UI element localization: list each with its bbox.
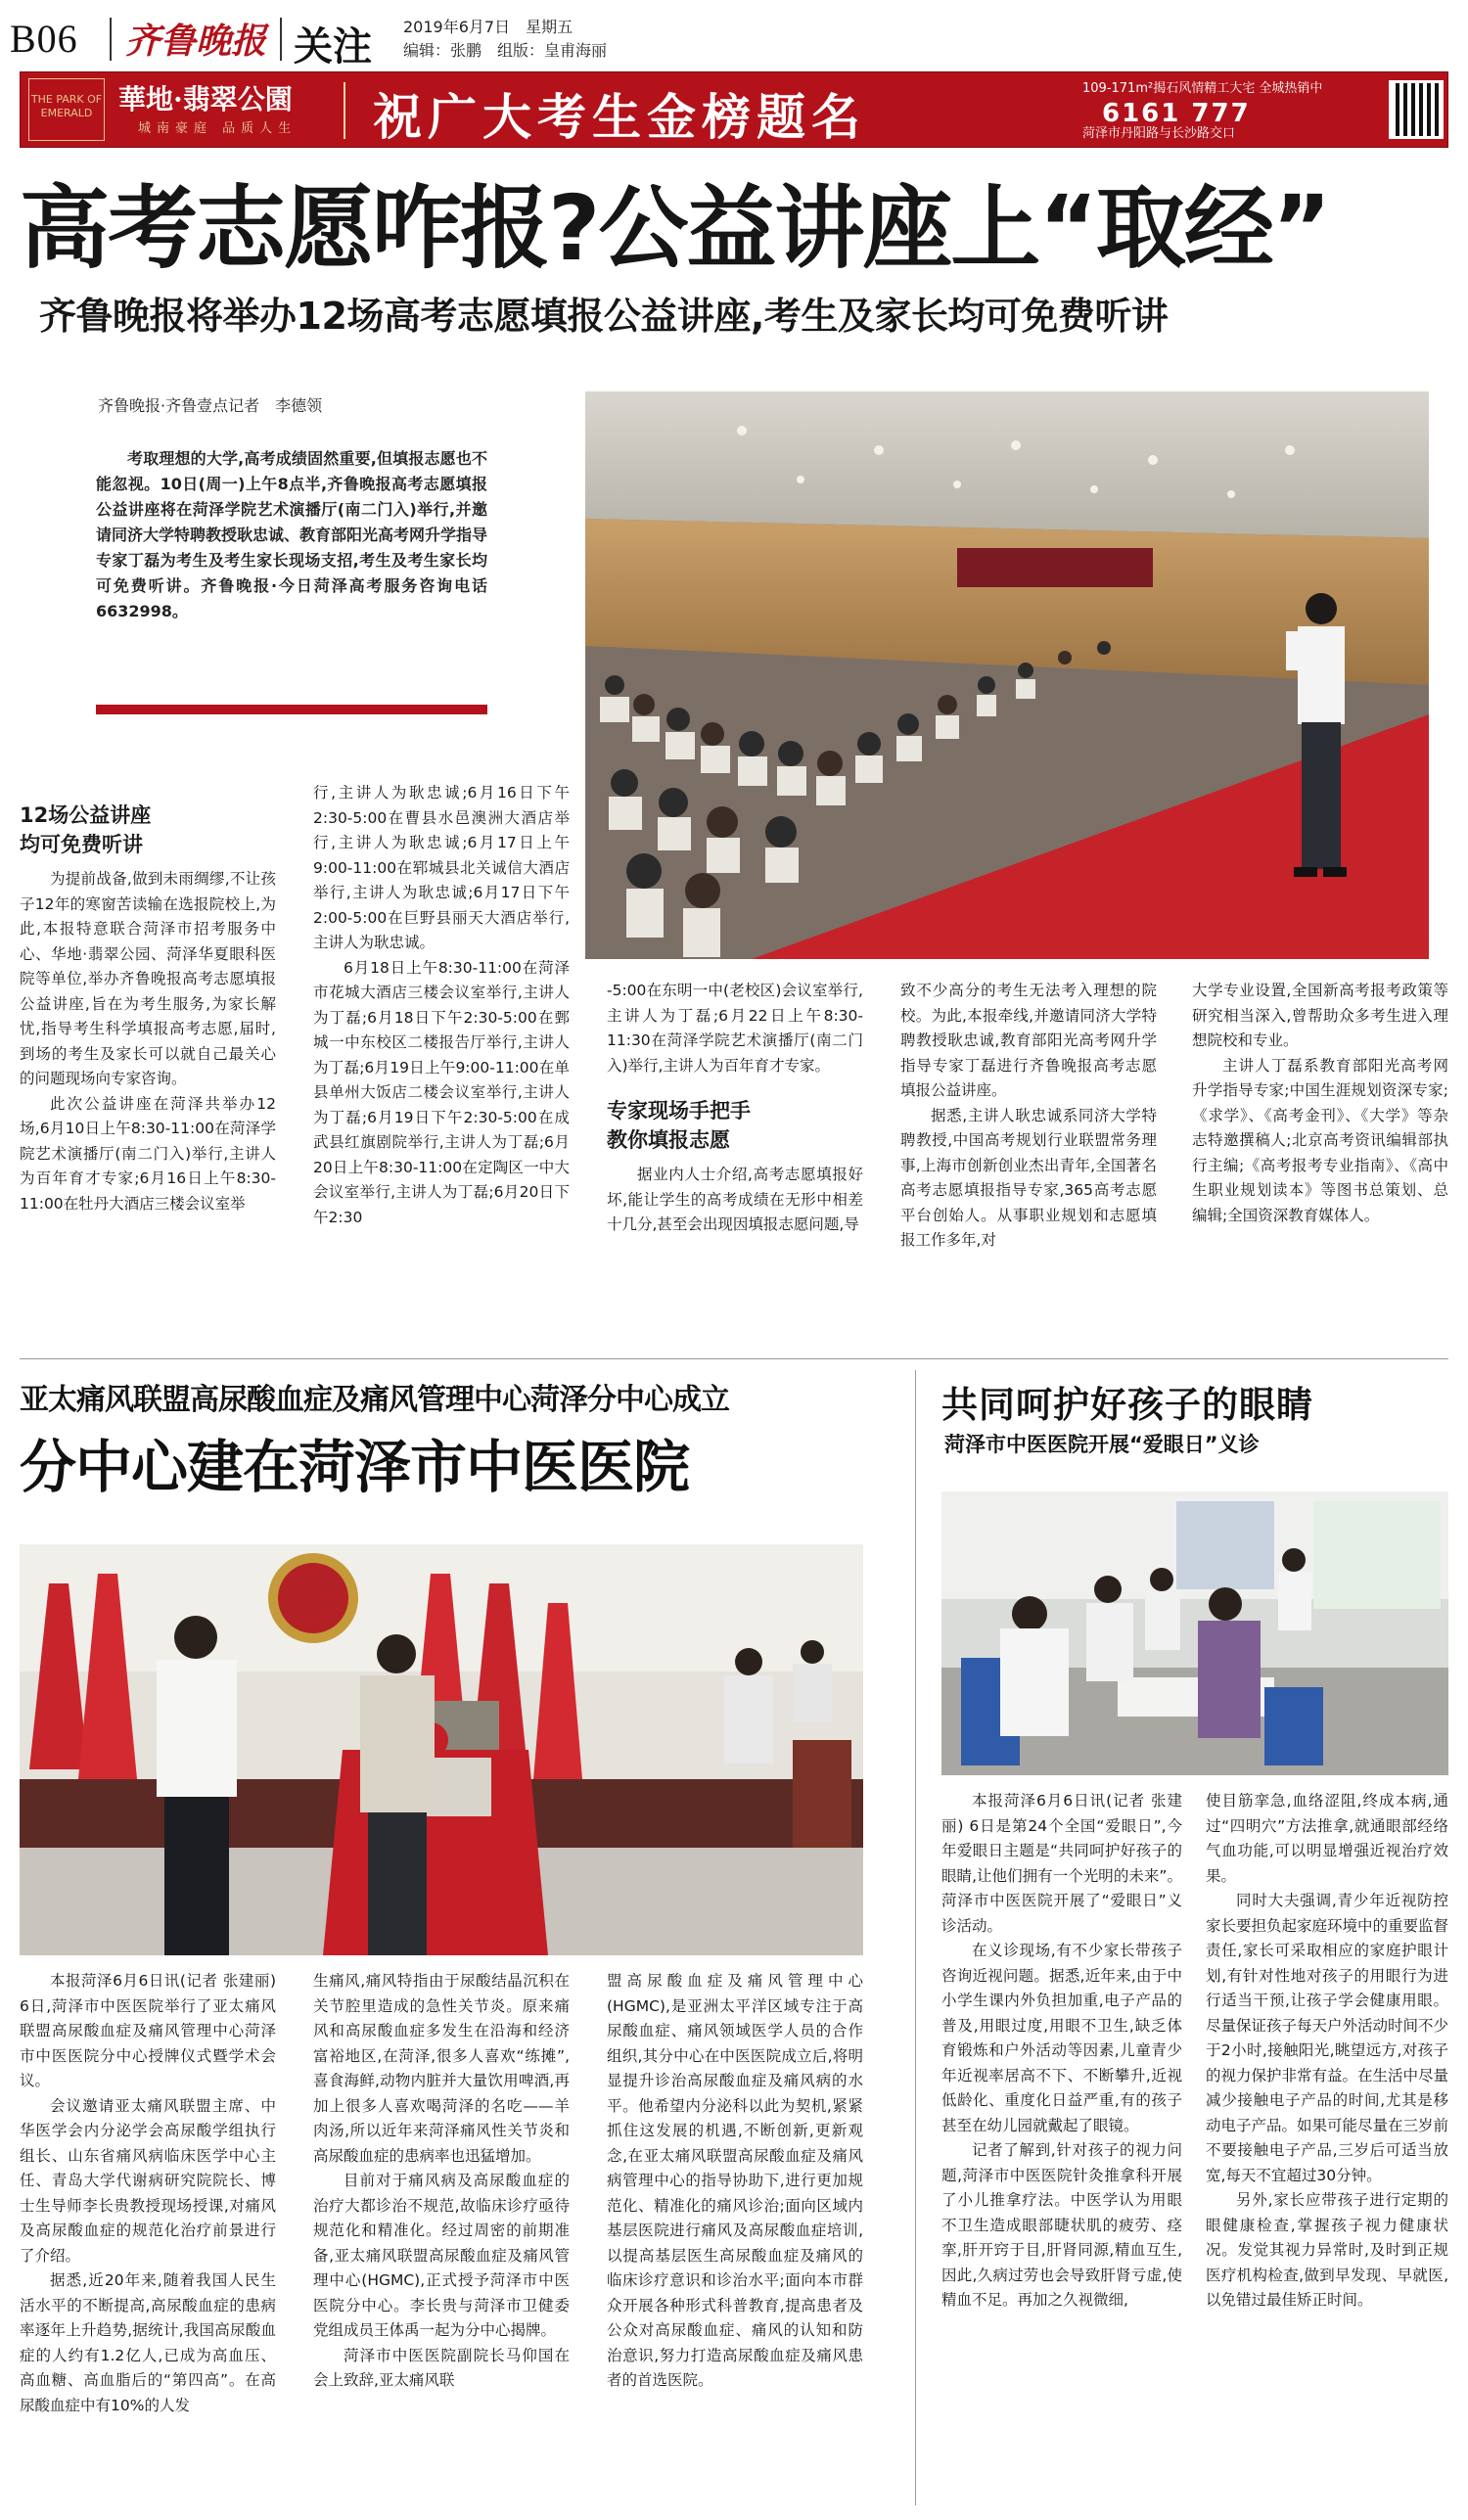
paragraph: 另外,家长应带孩子进行定期的眼健康检查,掌握孩子视力健康状况。发觉其视力异常时,及时到正规医疗机构检查,做到早发现、早就医,以免错过最佳矫正时间。 — [1206, 2191, 1448, 2309]
column-divider — [915, 1370, 916, 2505]
eye-title: 共同呵护好孩子的眼睛 — [941, 1384, 1313, 1426]
paragraph: 生痛风,痛风特指由于尿酸结晶沉积在关节腔里造成的急性关节炎。原来痛风和高尿酸血症多发生在沿海和经济富裕地区,在菏泽,很多人喜欢“练摊”,喜食海鲜,动物内脏并大量饮用啤酒,再加上很多人喜欢喝菏泽的名吃——羊肉汤,所以近年来菏泽痛风性关节炎和高尿酸血症的患病率也迅猛增加。 — [313, 1972, 570, 2165]
gout-column-1 — [20, 1969, 276, 2418]
eye-column-2 — [1206, 1789, 1448, 2314]
paragraph: 使目筋挛急,血络涩阻,终成本病,通过“四明穴”方法推拿,就通眼部经络气血功能,可以明显增强近视治疗效果。 — [1206, 1792, 1448, 1885]
ad-logo: THE PARK OF EMERALD — [28, 78, 105, 141]
ad-slogan: 祝广大考生金榜题名 — [373, 88, 866, 146]
masthead-separator — [280, 18, 282, 61]
gout-kicker: 亚太痛风联盟高尿酸血症及痛风管理中心菏泽分中心成立 — [20, 1383, 729, 1417]
masthead-separator — [110, 18, 112, 61]
paragraph: 大学专业设置,全国新高考报考政策等研究相当深入,曾帮助众多考生进入理想院校和专业。 — [1192, 982, 1448, 1049]
main-column-4 — [900, 979, 1157, 1254]
ad-info-bottom: 菏泽市丹阳路与长沙路交口 — [1082, 126, 1236, 141]
ad-banner[interactable] — [20, 71, 1448, 148]
main-headline: 高考志愿咋报?公益讲座上“取经” — [20, 176, 1330, 281]
paragraph: 记者了解到,针对孩子的视力问题,菏泽市中医医院针灸推拿科开展了小儿推拿疗法。中医学认为用眼不卫生造成眼部睫状肌的疲劳、痉挛,肝开窍于目,肝肾同源,精血互生,因此,久病过劳也会导致肝肾亏虚,使精血不足。再加之久视微细, — [941, 2141, 1182, 2309]
gout-column-3 — [607, 1969, 863, 2394]
lecture-hall-photo — [585, 391, 1429, 959]
paragraph: 菏泽市中医医院副院长马仰国在会上致辞,亚太痛风联 — [313, 2346, 570, 2389]
paragraph: 同时大夫强调,青少年近视防控家长要担负起家庭环境中的重要监督责任,家长可采取相应的家庭护眼计划,有针对性地对孩子的用眼行为进行适当干预,让孩子学会健康用眼。尽量保证孩子每天户外活动时间不少于2小时,接触阳光,眺望远方,对孩子的视力保护非常有益。在生活中尽量减少接触电子产品的时间,尤其是移动电子产品。如果可能尽量在三岁前不要接触电子产品,三岁后可适当放宽,每天不宜超过30分钟。 — [1206, 1892, 1449, 2184]
paragraph: 主讲人丁磊系教育部阳光高考网升学指导专家;中国生涯规划资深专家;《求学》、《高考金刊》、《大学》等杂志特邀撰稿人;北京高考资讯编辑部执行主编;《高考报考专业指南》、《高中生职业规划读本》等图书总策划、总编辑;全国资深教育媒体人。 — [1192, 1056, 1448, 1224]
paragraph: 据悉,主讲人耿忠诚系同济大学特聘教授,中国高考规划行业联盟常务理事,上海市创新创业杰出青年,全国著名高考志愿填报指导专家,365高考志愿平台创始人。从事职业规划和志愿填报工作多年,对 — [900, 1106, 1157, 1249]
page-number: B06 — [10, 17, 78, 61]
ad-divider — [344, 82, 345, 139]
red-rule — [96, 705, 487, 714]
editor-line: 编辑：张鹏 组版：皇甫海丽 — [403, 41, 608, 60]
paragraph: 此次公益讲座在菏泽共举办12场,6月10日上午8:30-11:00在菏泽学院艺术演播厅(南二门入)举行,主讲人为百年育才专家;6月16日上午8:30-11:00在牡丹大酒店三楼会议室举 — [20, 1094, 276, 1213]
main-column-1 — [20, 801, 276, 1216]
paragraph: -5:00在东明一中(老校区)会议室举行,主讲人为丁磊;6月22日上午8:30-11:30在菏泽学院艺术演播厅(南二门入)举行,主讲人为百年育才专家。 — [607, 982, 863, 1075]
paragraph: 致不少高分的考生无法考入理想的院校。为此,本报牵线,并邀请同济大学特聘教授耿忠诚,教育部阳光高考网升学指导专家丁磊进行齐鲁晚报高考志愿填报公益讲座。 — [900, 982, 1157, 1099]
column-subhead: 12场公益讲座 均可免费听讲 — [20, 803, 152, 856]
main-subheadline: 齐鲁晚报将举办12场高考志愿填报公益讲座,考生及家长均可免费听讲 — [39, 295, 1169, 338]
gout-column-2 — [313, 1969, 570, 2394]
edition-meta — [403, 16, 607, 63]
eye-column-1 — [941, 1789, 1182, 2314]
paragraph: 目前对于痛风病及高尿酸血症的治疗大都诊治不规范,故临床诊疗亟待规范化和精准化。经过周密的前期准备,亚太痛风联盟高尿酸血症及痛风管理中心(HGMC),正式授予菏泽市中医医院分中心。李长贵与菏泽市卫健委党组成员王体禹一起为分中心揭牌。 — [313, 2172, 570, 2339]
eye-clinic-photo — [941, 1491, 1448, 1775]
main-column-5 — [1192, 979, 1448, 1228]
byline: 齐鲁晚报·齐鲁壹点记者 李德领 — [98, 396, 323, 415]
main-column-2 — [313, 781, 570, 1230]
ad-phone: 6161 777 — [1102, 99, 1251, 128]
paragraph: 为提前战备,做到未雨绸缪,不让孩子12年的寒窗苦读输在选报院校上,为此,本报特意联合菏泽市招考服务中心、华地·翡翠公园、菏泽华夏眼科医院等单位,举办齐鲁晚报高考志愿填报公益讲座,旨在为考生服务,为家长解忧,指导考生科学填报高考志愿,届时,到场的考生及家长可以就自己最关心的问题现场向专家咨询。 — [20, 870, 276, 1087]
lead-paragraph: 考取理想的大学,高考成绩固然重要,但填报志愿也不能忽视。10日(周一)上午8点半,齐鲁晚报高考志愿填报公益讲座将在菏泽学院艺术演播厅(南二门入)举行,并邀请同济大学特聘教授耿忠诚、教育部阳光高考网升学指导专家丁磊为考生及考生家长现场支招,考生及考生家长均可免费听讲。齐鲁晚报·今日菏泽高考服务咨询电话6632998。 — [96, 449, 488, 620]
main-column-3 — [607, 979, 863, 1238]
paragraph: 本报菏泽6月6日讯(记者 张建丽) 6日是第24个全国“爱眼日”,今年爱眼日主题是“共同呵护好孩子的眼睛,让他们拥有一个光明的未来”。菏泽市中医医院开展了“爱眼日”义诊活动。 — [941, 1792, 1182, 1935]
ad-brand: 華地·翡翠公園 — [118, 83, 293, 115]
eye-subtitle: 菏泽市中医医院开展“爱眼日”义诊 — [944, 1433, 1260, 1456]
section-divider — [20, 1358, 1448, 1359]
ad-brand-sub: 城南豪庭 品质人生 — [138, 121, 298, 136]
paragraph: 盟高尿酸血症及痛风管理中心(HGMC),是亚洲太平洋区域专注于高尿酸血症、痛风领域医学人员的合作组织,其分中心在中医医院成立后,将明显提升诊治高尿酸血症及痛风病的水平。他希望内分泌科以此为契机,紧紧抓住这发展的机遇,不断创新,更新观念,在亚太痛风联盟高尿酸血症及痛风病管理中心的指导协助下,进行更加规范化、精准化的痛风诊治;面向区域内基层医院进行痛风及高尿酸血症培训,以提高基层医生高尿酸血症及痛风的临床诊疗意识和诊治水平;面向本市群众开展各种形式科普教育,提高患者及公众对高尿酸血症、痛风的认知和防治意识,努力打造高尿酸血症及痛风患者的首选医院。 — [607, 1972, 863, 2389]
paragraph: 在义诊现场,有不少家长带孩子咨询近视问题。据悉,近年来,由于中小学生课内外负担加重,电子产品的普及,用眼过度,用眼不卫生,缺乏体育锻炼和户外活动等因素,儿童青少年近视率居高不下、不断攀升,近视低龄化、重度化日益严重,有的孩子甚至在幼儿园就戴起了眼镜。 — [941, 1942, 1182, 2134]
qr-code-icon — [1389, 80, 1444, 139]
plaque-ceremony-photo — [20, 1544, 863, 1955]
paragraph: 6月18日上午8:30-11:00在菏泽市花城大酒店三楼会议室举行,主讲人为丁磊;6月18日下午2:30-5:00在鄄城一中东校区二楼报告厅举行,主讲人为丁磊;6月19日上午9:00-11:00在单县单州大饭店二楼会议室举行,主讲人为丁磊;6月19日下午2:30-5:00在成武县红旗剧院举行,主讲人为丁磊;6月20日上午8:30-11:00在定陶区一中大会议室举行,主讲人为丁磊;6月20日下午2:30 — [313, 958, 570, 1226]
section-name: 关注 — [294, 24, 372, 69]
ad-info-top: 109-171m²揭石风情精工大宅 全城热销中 — [1082, 81, 1323, 96]
masthead — [10, 10, 1458, 69]
paragraph: 据业内人士介绍,高考志愿填报好坏,能让学生的高考成绩在无形中相差十几分,甚至会出现因填报志愿问题,导 — [607, 1166, 863, 1233]
date-line: 2019年6月7日 星期五 — [403, 18, 573, 36]
paragraph: 据悉,近20年来,随着我国人民生活水平的不断提高,高尿酸血症的患病率逐年上升趋势,据统计,我国高尿酸血症的人约有1.2亿人,已成为高血压、高血糖、高血脂后的“第四高”。在高尿酸血症中有10%的人发 — [20, 2271, 276, 2414]
paragraph: 会议邀请亚太痛风联盟主席、中华医学会内分泌学会高尿酸学组执行组长、山东省痛风病临床医学中心主任、青岛大学代谢病研究院院长、博士生导师李长贵教授现场授课,对痛风及高尿酸血症的规范化治疗前景进行了介绍。 — [20, 2096, 276, 2265]
column-subhead: 专家现场手把手 教你填报志愿 — [607, 1099, 751, 1152]
paragraph: 行,主讲人为耿忠诚;6月16日下午2:30-5:00在曹县水邑澳洲大酒店举行,主讲人为耿忠诚;6月17日上午9:00-11:00在郓城县北关诚信大酒店举行,主讲人为耿忠诚;6月17日下午2:00-5:00在巨野县丽天大酒店举行,主讲人为耿忠诚。 — [313, 784, 570, 951]
paper-name-logo: 齐鲁晚报 — [125, 21, 267, 62]
gout-title: 分中心建在菏泽市中医医院 — [20, 1434, 690, 1500]
paragraph: 本报菏泽6月6日讯(记者 张建丽) 6日,菏泽市中医医院举行了亚太痛风联盟高尿酸血症及痛风管理中心菏泽市中医医院分中心授牌仪式暨学术会议。 — [20, 1972, 276, 2089]
